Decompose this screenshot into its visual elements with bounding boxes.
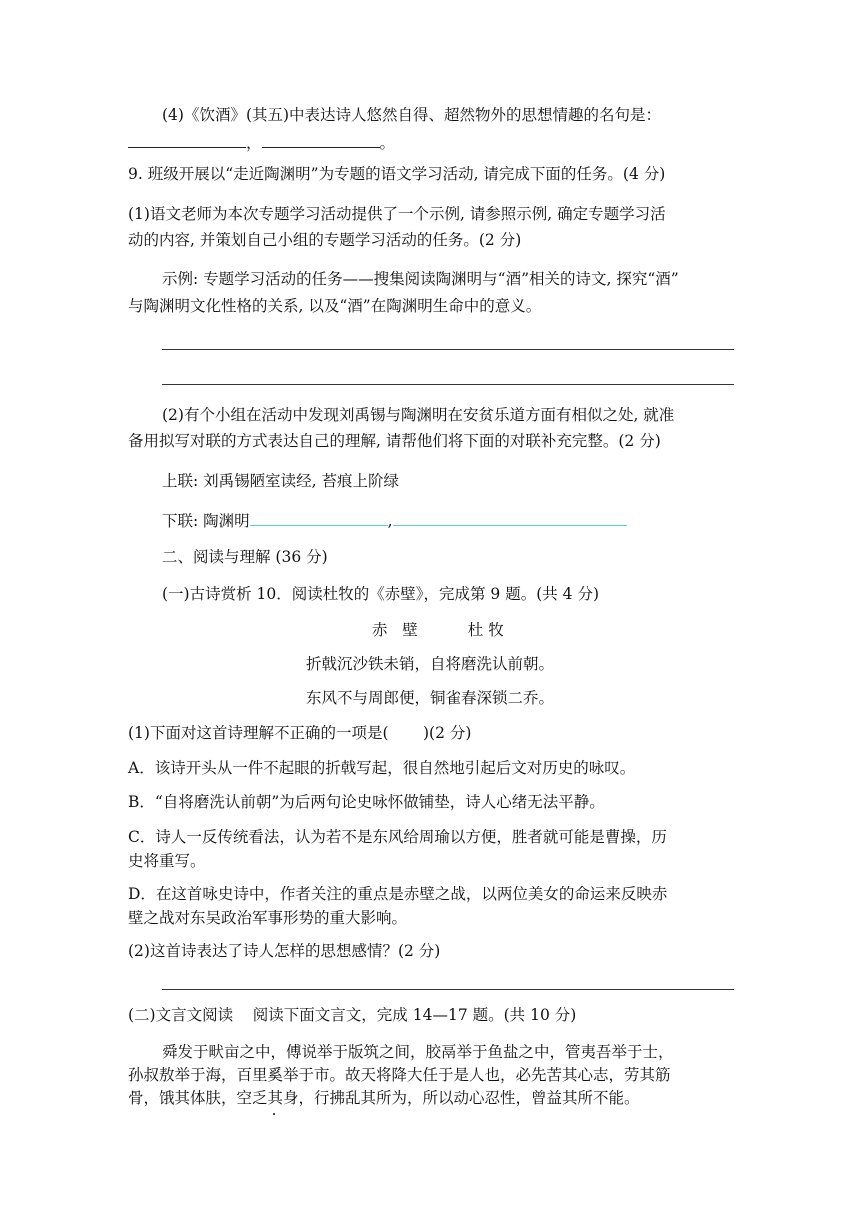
q9-part2-line2: 备用拟写对联的方式表达自己的理解, 请帮他们将下面的对联补充完整。(2 分) <box>128 432 661 450</box>
classical-text-line3: 骨，饿其体肤，空乏其身，行拂乱其所为，所以动心忍性，曾益其所不能。 <box>128 1089 640 1107</box>
q8-4-answer-row <box>128 132 395 154</box>
classical-section-header: (二)文言文阅读 阅读下面文言文，完成 14—17 题。(共 10 分) <box>128 1006 577 1024</box>
q9-part1-line2: 动的内容, 并策划自己小组的专题学习活动的任务。(2 分) <box>128 231 522 249</box>
answer-line-2[interactable] <box>162 384 734 385</box>
answer-line-3[interactable] <box>162 989 734 990</box>
couplet-lower-row <box>162 510 627 532</box>
answer-blank-2[interactable] <box>262 133 380 148</box>
q9-part1-line1: (1)语文老师为本次专题学习活动提供了一个示例, 请参照示例, 确定专题学习活 <box>128 205 666 223</box>
poem-line-1: 折戟沉沙铁未销，自将磨洗认前朝。 <box>305 655 554 673</box>
option-c-line2[interactable]: 史将重写。 <box>128 852 206 870</box>
couplet-separator: , <box>387 512 393 530</box>
option-a[interactable]: A．该诗开头从一件不起眼的折戟写起，很自然地引起后文对历史的咏叹。 <box>128 759 636 777</box>
q9-header: 9. 班级开展以“走近陶渊明”为专题的语文学习活动, 请完成下面的任务。(4 分) <box>128 165 666 183</box>
poem-author: 杜 牧 <box>467 621 504 639</box>
section-2-title: 二、阅读与理解 (36 分) <box>162 548 328 566</box>
classical-text-line1: 舜发于畎亩之中，傅说举于版筑之间，胶鬲举于鱼盐之中，管夷吾举于士， <box>162 1043 674 1061</box>
couplet-upper: 上联: 刘禹锡陋室读经, 苔痕上阶绿 <box>162 472 400 490</box>
emphasis-dot <box>273 1113 275 1115</box>
answer-blank-1[interactable] <box>128 133 246 148</box>
classical-text-line2: 孙叔敖举于海，百里奚举于市。故天将降大任于是人也，必先苦其心志，劳其筋 <box>128 1066 671 1084</box>
poem-section-header: (一)古诗赏析 10．阅读杜牧的《赤壁》，完成第 9 题。(共 4 分) <box>162 585 600 603</box>
option-d-line1[interactable]: D．在这首咏史诗中，作者关注的重点是赤壁之战，以两位美女的命运来反映赤 <box>128 885 668 903</box>
poem-title-row <box>372 619 504 641</box>
answer-line-1[interactable] <box>162 349 734 350</box>
poem-line-2: 东风不与周郎便，铜雀春深锁二乔。 <box>305 689 554 707</box>
option-b[interactable]: B．“自将磨洗认前朝”为后两句论史咏怀做铺垫，诗人心绪无法平静。 <box>128 793 605 811</box>
q9-example-line2: 与陶渊明文化性格的关系, 以及“酒”在陶渊明生命中的意义。 <box>128 297 542 315</box>
q8-4-prompt: (4)《饮酒》(其五)中表达诗人悠然自得、超然物外的思想情趣的名句是： <box>162 106 662 124</box>
couplet-lower-prefix: 下联: 陶渊明 <box>162 512 250 530</box>
option-d-line2[interactable]: 壁之战对东吴政治军事形势的重大影响。 <box>128 909 408 927</box>
poem-question-1: (1)下面对这首诗理解不正确的一项是( )(2 分) <box>128 724 472 742</box>
q9-part2-line1: (2)有个小组在活动中发现刘禹锡与陶渊明在安贫乐道方面有相似之处, 就准 <box>162 406 675 424</box>
poem-title: 赤 壁 <box>372 621 418 639</box>
poem-question-2: (2)这首诗表达了诗人怎样的思想感情？(2 分) <box>128 942 441 960</box>
q9-example-line1: 示例: 专题学习活动的任务——搜集阅读陶渊明与“酒”相关的诗文, 探究“酒” <box>162 270 679 288</box>
couplet-blank-1[interactable] <box>250 511 388 526</box>
period: 。 <box>379 134 396 152</box>
couplet-blank-2[interactable] <box>393 511 627 526</box>
separator: ， <box>246 134 262 152</box>
option-c-line1[interactable]: C．诗人一反传统看法，认为若不是东风给周瑜以方便，胜者就可能是曹操，历 <box>128 828 667 846</box>
